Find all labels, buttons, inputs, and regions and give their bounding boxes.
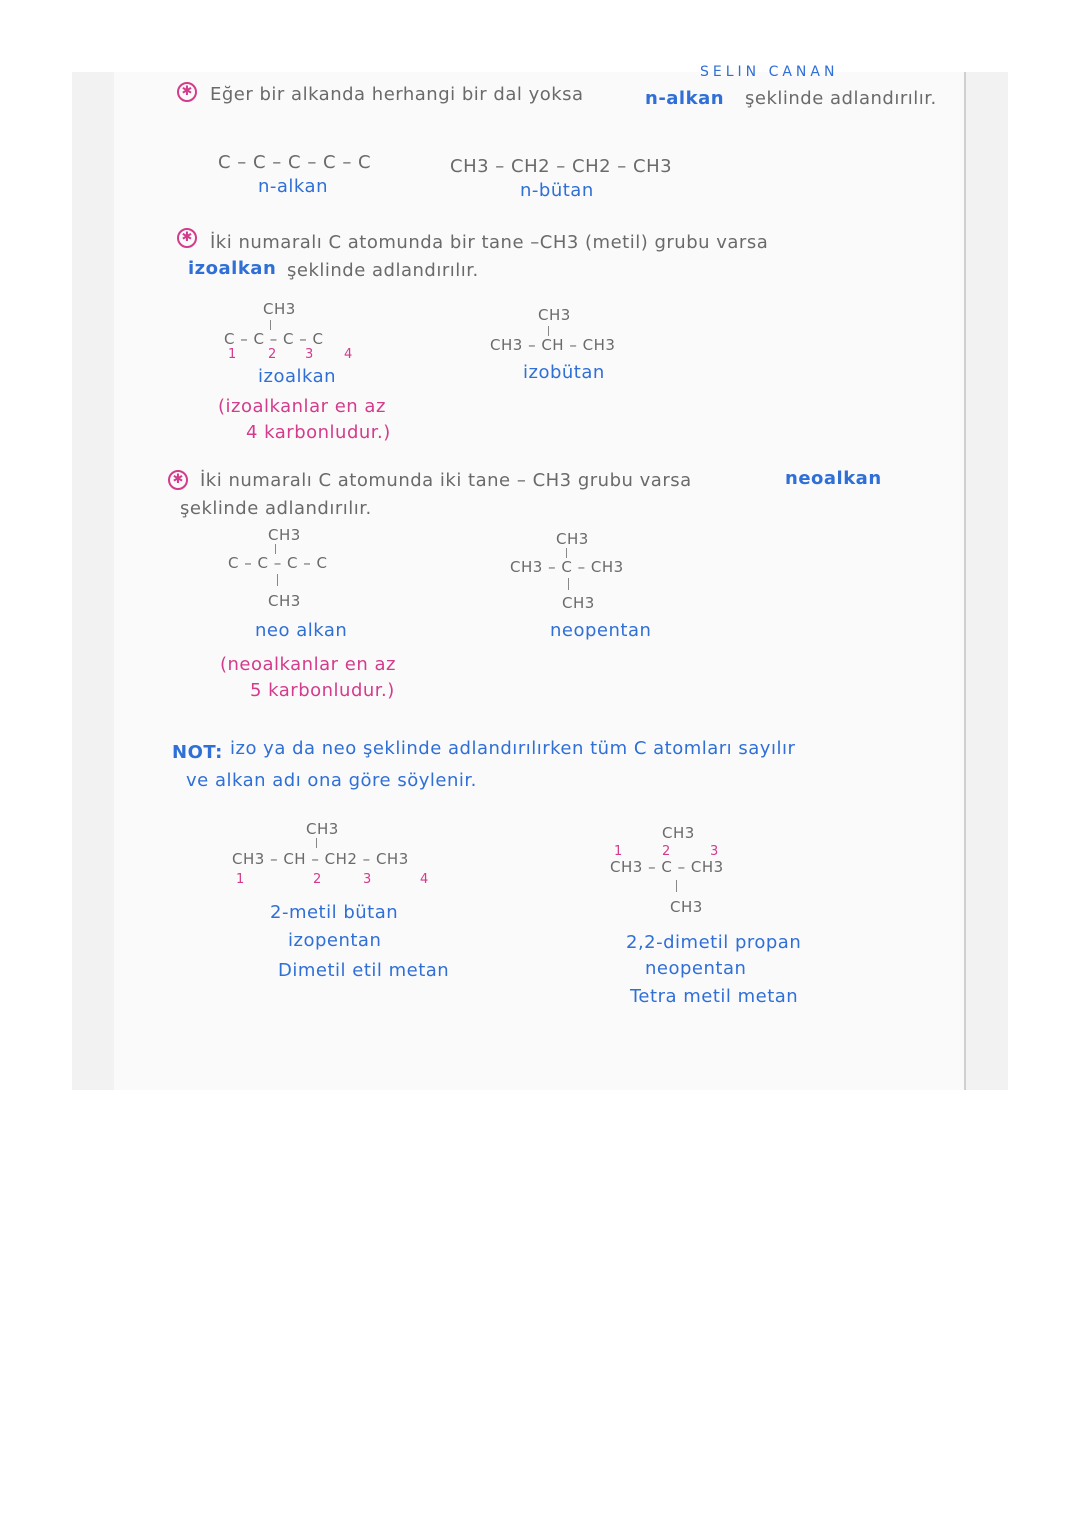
section3-text: İki numaralı C atomunda iki tane – CH3 grubu varsa [200, 470, 692, 491]
section3-term: neoalkan [785, 468, 882, 489]
section1-text: Eğer bir alkanda herhangi bir dal yoksa [210, 84, 584, 105]
bullet-star-icon: ✱ [177, 82, 197, 102]
example2-number: 3 [710, 844, 719, 859]
bullet-star-icon: ✱ [177, 228, 197, 248]
example2-number: 1 [614, 844, 623, 859]
izobutan-chain: CH3 – CH – CH3 [490, 336, 616, 354]
izoalkan-number: 2 [268, 347, 277, 362]
bond-line [548, 326, 549, 336]
izoalkan-number: 4 [344, 347, 353, 362]
note-label: NOT: [172, 742, 223, 763]
bond-line [316, 838, 317, 848]
bond-line [568, 578, 569, 590]
example1-number: 2 [313, 872, 322, 887]
izoalkan-note-line1: (izoalkanlar en az [218, 396, 386, 417]
example2-branch-bottom: CH3 [670, 898, 703, 916]
example1-name1: 2-metil bütan [270, 902, 399, 923]
section1-text-end: şeklinde adlandırılır. [745, 88, 937, 109]
izoalkan-note-line2: 4 karbonludur.) [246, 422, 391, 443]
izobutan-branch: CH3 [538, 306, 571, 324]
neoalkan-note-line2: 5 karbonludur.) [250, 680, 395, 701]
example1-number: 1 [236, 872, 245, 887]
neopentan-branch-top: CH3 [556, 530, 589, 548]
example1-branch: CH3 [306, 820, 339, 838]
izoalkan-number: 3 [305, 347, 314, 362]
example2-name3: Tetra metil metan [630, 986, 799, 1007]
n-butan-formula: CH3 – CH2 – CH2 – CH3 [450, 156, 673, 177]
bond-line [676, 880, 677, 892]
izoalkan-number: 1 [228, 347, 237, 362]
example1-chain: CH3 – CH – CH2 – CH3 [232, 850, 409, 868]
example1-name2: izopentan [288, 930, 382, 951]
example2-chain: CH3 – C – CH3 [610, 858, 724, 876]
example2-number: 2 [662, 844, 671, 859]
note-line1: izo ya da neo şeklinde adlandırılırken tüm C atomları sayılır [230, 738, 796, 759]
neoalkan-chain: C – C – C – C [228, 554, 328, 572]
bond-line [277, 574, 278, 586]
section3-text-line2: şeklinde adlandırılır. [180, 498, 372, 519]
izoalkan-chain: C – C – C – C [224, 330, 324, 348]
neopentan-branch-bottom: CH3 [562, 594, 595, 612]
example1-number: 3 [363, 872, 372, 887]
bond-line [566, 548, 567, 558]
section2-text-end: şeklinde adlandırılır. [287, 260, 479, 281]
izoalkan-branch: CH3 [263, 300, 296, 318]
example1-name3: Dimetil etil metan [278, 960, 450, 981]
izoalkan-label: izoalkan [258, 366, 337, 387]
section2-text: İki numaralı C atomunda bir tane –CH3 (metil) grubu varsa [210, 232, 769, 253]
neopentan-chain: CH3 – C – CH3 [510, 558, 624, 576]
n-alkan-chain: C – C – C – C – C [218, 152, 372, 173]
bullet-star-icon: ✱ [168, 470, 188, 490]
example2-branch-top: CH3 [662, 824, 695, 842]
example2-name2: neopentan [645, 958, 747, 979]
note-sheet [114, 72, 966, 1090]
bond-line [275, 544, 276, 554]
example1-number: 4 [420, 872, 429, 887]
example2-name1: 2,2-dimetil propan [626, 932, 802, 953]
izobutan-label: izobütan [523, 362, 605, 383]
neoalkan-note-line1: (neoalkanlar en az [220, 654, 396, 675]
n-alkan-label: n-alkan [258, 176, 328, 197]
note-line2: ve alkan adı ona göre söylenir. [186, 770, 477, 791]
neoalkan-branch-top: CH3 [268, 526, 301, 544]
bond-line [270, 320, 271, 330]
neopentan-label: neopentan [550, 620, 652, 641]
neoalkan-label: neo alkan [255, 620, 348, 641]
section2-term: izoalkan [188, 258, 277, 279]
section1-term: n-alkan [645, 88, 725, 109]
neoalkan-branch-bottom: CH3 [268, 592, 301, 610]
cut-off-header: SELIN CANAN [700, 64, 839, 80]
n-butan-label: n-bütan [520, 180, 594, 201]
